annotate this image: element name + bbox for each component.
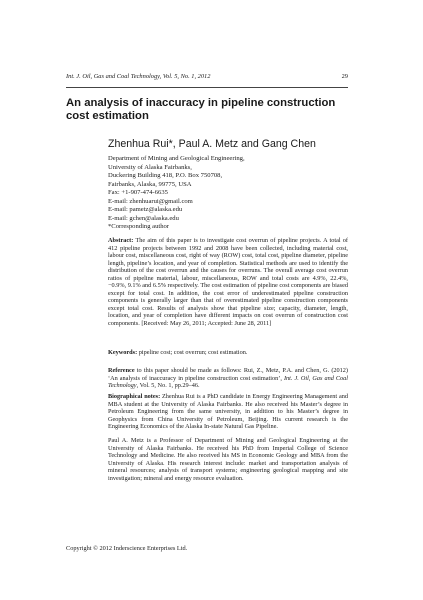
email-line: E-mail: gchen@alaska.edu [108, 214, 179, 222]
bio-text: Zhenhua Rui is a PhD candidate in Energy Engineering Management and MBA student at the University of Alaska Fairbanks. He also received his Master’s degree in Petroleum Engineering from the same university, in addition to his Master’s degree in Geophysics from China University of Petroleum, Beijing. His current research is the Engineering Economics of the Alaska In-state Natural Gas Pipeline. [108, 393, 348, 431]
affiliation-line: Fairbanks, Alaska, 99775, USA [108, 180, 192, 188]
abstract-label: Abstract: [108, 237, 134, 244]
running-head [66, 73, 348, 81]
journal-citation: Int. J. Oil, Gas and Coal Technology, Vol. 5, No. 1, 2012 [66, 73, 211, 80]
reference-journal: Int. J. Oil, Gas and Coal Technology [108, 374, 349, 390]
reference-label: Reference [108, 367, 135, 374]
abstract-text: The aim of this paper is to investigate cost overrun of pipeline projects. A total of 412 pipeline projects between 1992 and 2008 have been collected, including material cost, labour cost, miscellaneous cost, right of way (ROW) cost, total cost, pipeline diameter, pipeline length, pipeline’s location, and year of completion. Statistical methods are used to identify the distribution of the cost overrun and the causes for overruns. The overall average cost overrun ratios of pipeline material, labour, miscellaneous, ROW and total costs are 4.9%, 22.4%, −0.9%, 9.1% and 6.5% respectively. The cost estimation of pipeline cost components are biased except for total cost. In addition, the cost error of underestimated pipeline construction components is generally larger than that of overestimated pipeline construction components except total cost. Results of analysis show that pipeline size; capacity, diameter, length, location, and year of completion have different impacts on cost overrun of construction cost components. [Received: May 26, 2011; Accepted: June 28, 2011] [108, 237, 349, 328]
affiliation-line: Duckering Building 418, P.O. Box 750708, [108, 172, 223, 180]
email-line: E-mail: zhenhuarui@gmail.com [108, 197, 193, 205]
header-rule [66, 87, 348, 88]
keywords-text: pipeline cost; cost overrun; cost estimation. [138, 349, 248, 356]
paper-title: An analysis of inaccuracy in pipeline construction cost estimation [66, 97, 336, 122]
reference [108, 367, 348, 390]
keywords [108, 349, 348, 357]
affiliation-line: University of Alaska Fairbanks, [108, 163, 192, 171]
reference-volume: , Vol. 5, No. 1, pp.29–46. [136, 382, 200, 390]
reference-text: to this paper should be made as follows: Rui, Z., Metz, P.A. and Chen, G. (2012) ‘An analysis of inaccuracy in pipeline construction cost estimation’, [108, 367, 348, 382]
bio-label: Biographical notes: [108, 393, 161, 400]
author-list: Zhenhua Rui*, Paul A. Metz and Gang Chen [108, 138, 316, 150]
affiliation-block [108, 155, 348, 232]
keywords-label: Keywords: [108, 349, 138, 356]
biographical-notes-metz: Paul A. Metz is a Professor of Department of Mining and Geological Engineering at the University of Alaska Fairbanks. He received his PhD from Imperial College of Science Technology and Medicine. He also received his MS in Economic Geology and MBA from the University of Alaska. His research interest include: market and transportation analysis of mineral resources; analysis of transport systems; engineering geological mapping and site investigation; mineral and energy resource evaluation. [108, 437, 348, 482]
abstract [108, 237, 348, 328]
affiliation-line: Department of Mining and Geological Engineering, [108, 155, 245, 162]
biographical-notes [108, 393, 348, 431]
copyright-notice: Copyright © 2012 Inderscience Enterprises Ltd. [66, 545, 188, 552]
email-line: E-mail: pametz@alaska.edu [108, 206, 183, 214]
corresponding-author-note: *Corresponding author [108, 223, 169, 231]
page-number: 29 [341, 73, 348, 80]
fax-line: Fax: +1-907-474-6635 [108, 189, 168, 197]
